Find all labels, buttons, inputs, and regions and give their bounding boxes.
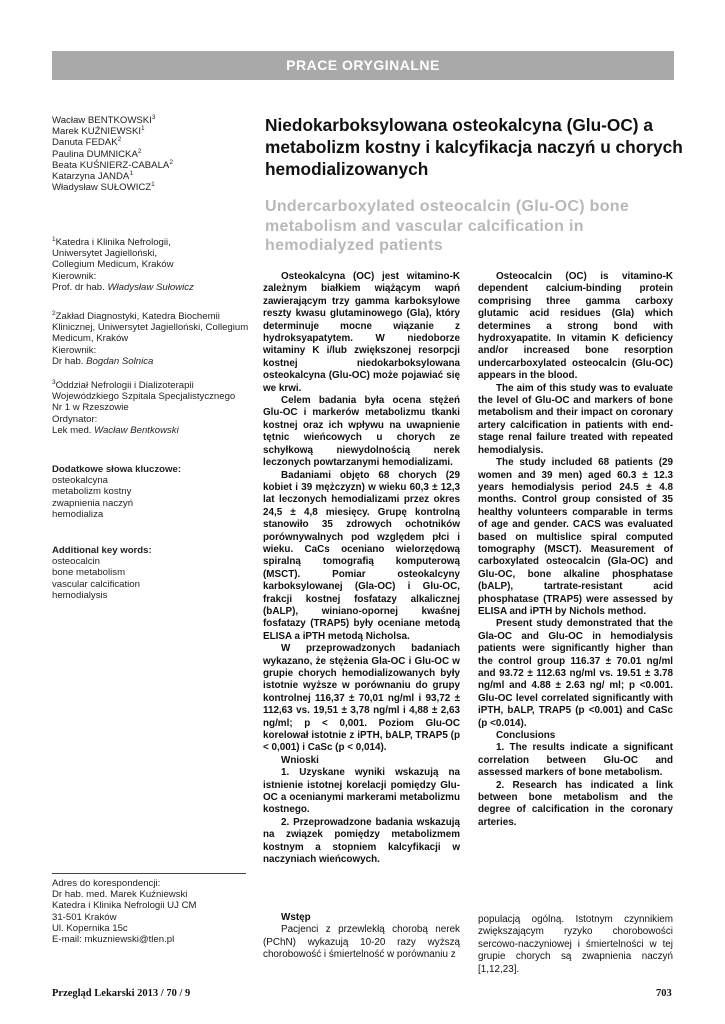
abstract-english [478,271,673,829]
keywords-heading: Additional key words: [52,545,152,556]
page-number: 703 [656,988,672,999]
paragraph: The aim of this study was to evaluate the level of Glu-OC and markers of bone metabolism and their impact on coronary artery calcification in patients with end-stage renal failure treated with repeated hemodialysis. [478,382,673,456]
paragraph: Badaniami objęto 68 chorych (29 kobiet i 39 mężczyzn) w wieku 60,3 ± 12,3 lat leczonych hemodializami przez okres 24,5 ± 4,8 miesięcy. Grupę kontrolną stanowiło 35 zdrowych ochotników porównywalnych pod względem płci i wieku. CaCs oceniano wielorzędową spiralną tomografią komputerową (MSCT). Pomiar osteokalcyny karboksylowanej (Gla-OC) i Glu-OC, frakcji kostnej fosfatazy alkalicznej (bALP), winiano-opornej kwaśnej fosfatazy (TRAP5) były oceniane metodą ELISA a iPTH metodą Nicholsa. [263,469,460,642]
introduction-left [263,912,460,962]
article-title-polish: Niedokarboksylowana osteokalcyna (Glu-OC) a metabolizm kostny i kalcyfikacja naczyń u chorych hemodializowanych [265,115,683,179]
keywords-polish [52,464,252,520]
email: E-mail: mkuzniewski@tlen.pl [52,934,175,946]
keyword: bone metabolism [52,567,126,579]
keyword: zwapnienia naczyń [52,497,134,509]
affiliation: $^1$Katedra i Klinika Nefrologii, Uniwersytet Jagielloński, Collegium Medicum, Kraków Kierownik: Prof. dr hab. Władysław Sułowicz [52,235,194,293]
affiliation: $^2$Zakład Diagnostyki, Katedra Biochemii Klinicznej, Uniwersytet Jagielloński, Collegium Medicum, Kraków Kierownik: Dr hab. Bogdan Solnica [52,309,249,367]
keyword: hemodialysis [52,589,108,601]
paragraph: Celem badania była ocena stężeń Glu-OC i markerów metabolizmu tkanki kostnej oraz ich wpływu na uwapnienie tętnic wieńcowych u chorych ze schyłkową niewydolnością nerek leczonych powtarzanymi hemodializami. [263,395,460,469]
affiliation: $^3$Oddział Nefrologii i Dializoterapii Wojewódzkiego Szpitala Specjalistycznego Nr 1 w Rzeszowie Ordynator: Lek med. Wacław Bentkowski [52,378,236,436]
section-banner: PRACE ORYGINALNE [52,51,674,80]
author: Paulina DUMNICKA$^2$ [52,147,142,160]
keyword: osteocalcin [52,556,100,568]
abstract-polish [263,271,460,867]
introduction-right [478,914,673,976]
paragraph: Present study demonstrated that the Gla-OC and Glu-OC in hemodialysis patients were significantly higher than the control group 116.37 ± 70.01 ng/ml and 93.72 ± 112.63 ng/ml vs. 19.51 ± 3.78 ng/ml and 4.88 ± 2.63 ng/ ml; p <0.001. Glu-OC level correlated significantly with iPTH, bALP, TRAP5 (p <0.001) and CaSc (p <0.014). [478,618,673,729]
section-heading: Wstęp [281,912,311,923]
correspondence: Adres do korespondencji: Dr hab. med. Marek Kuźniewski Katedra i Klinika Nefrologii UJ CM 31-501 Kraków Ul. Kopernika 15c E-mail: mkuzniewski@tlen.pl [52,878,252,945]
author: Wacław BENTKOWSKI$^3$ [52,113,156,126]
author: Beata KUŚNIERZ-CABALA$^2$ [52,158,173,171]
author: Katarzyna JANDA$^1$ [52,169,133,183]
paragraph: 1. The results indicate a significant correlation between Glu-OC and assessed markers of bone metabolism. [478,742,673,779]
keyword: hemodializa [52,508,104,520]
author-list [52,115,252,193]
keyword: metabolizm kostny [52,486,132,498]
keywords-heading: Dodatkowe słowa kluczowe: [52,464,182,475]
journal-footer: Przegląd Lekarski 2013 / 70 / 9 [52,988,191,999]
keyword: osteokalcyna [52,475,108,487]
paragraph: populacją ogólną. Istotnym czynnikiem zwiększającym ryzyko chorobowości sercowo-naczyniowej i śmiertelności w tej grupie chorych są zwapnienia naczyń [1,12,23]. [478,914,673,975]
paragraph: Osteocalcin (OC) is vitamino-K dependent calcium-binding protein comprising three gamma carboxy glutamic acid residues (Gla) which determines a strong bond with hydroxyapatite. In vitamin K deficiency and/or increased bone resorption undercarboxylated osteocalcin (Glu-OC) appears in the blood. [478,271,673,382]
author: Władysław SUŁOWICZ$^1$ [52,181,155,194]
paragraph: W przeprowadzonych badaniach wykazano, że stężenia Gla-OC i Glu-OC w grupie chorych hemodializowanych były istotnie wyższe w porównaniu do grupy kontrolnej 116,37 ± 70,01 ng/ml i 93,72 ± 112,63 vs. 19,51 ± 3,78 ng/ml i 4,88 ± 2,63 ng/ml; p < 0,001. Poziom Glu-OC korelował istotnie z iPTH, bALP, TRAP5 (p < 0,001) i CaSc (p < 0,014). [263,643,460,754]
keyword: vascular calcification [52,578,140,590]
article-title-english: Undercarboxylated osteocalcin (Glu-OC) bone metabolism and vascular calcification in hemodialyzed patients [265,198,630,254]
keywords-english [52,545,252,601]
paragraph: 2. Research has indicated a link between bone metabolism and the degree of calcification in the coronary arteries. [478,779,673,828]
author: Marek KUŹNIEWSKI$^1$ [52,125,145,138]
divider [52,873,246,874]
paragraph: 1. Uzyskane wyniki wskazują na istnienie istotnej korelacji pomiędzy Glu-OC a ocenianymi markerami metabolizmu kostnego. [263,767,460,816]
paragraph: The study included 68 patients (29 women and 39 men) aged 60.3 ± 12.3 years hemodialysis period 24.5 ± 4.8 months. Control group consisted of 35 healthy volunteers comparable in terms of age and gender. CACS was evaluated based on multislice spiral computed tomography (MSCT). Measurement of carboxylated osteocalcin (Gla-OC) and Glu-OC, bone alkaline phosphatase (bALP), tartrate-resistant acid phosphatase (TRAP5) were assessed by ELISA and iPTH by Nichols method. [478,457,673,617]
author: Danuta FEDAK$^2$ [52,136,122,149]
section-heading: Wnioski [281,754,319,766]
paragraph: Pacjenci z przewlekłą chorobą nerek (PChN) wykazują 10-20 razy wyższą chorobowość i śmiertelność w porównaniu z [263,924,460,961]
paragraph: 2. Przeprowadzone badania wskazują na związek pomiędzy metabolizmem kostnym a stopniem kalcyfikacji w naczyniach wieńcowych. [263,816,460,866]
section-heading: Conclusions [496,730,556,742]
paragraph: Osteokalcyna (OC) jest witamino-K zależnym białkiem wiążącym wapń zawierającym trzy gamma karboksylowe reszty kwasu glutaminowego (Gla), który determinuje mocne wiązanie z hydroksyapatytem. W niedoborze witaminy K i/lub zwiększonej resorpcji kostnej niedokarboksylowana osteokalcyna (Glu-OC) może pojawiać się we krwi. [263,271,460,394]
